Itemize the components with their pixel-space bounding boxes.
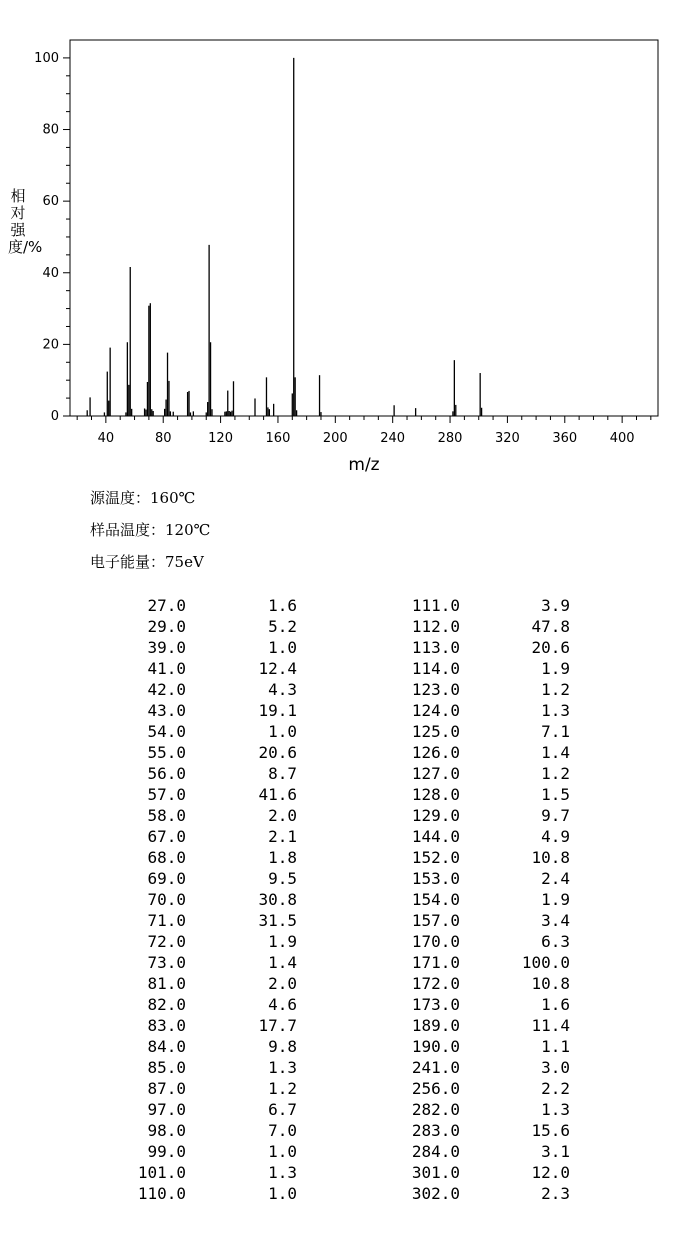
y-tick-label: 80 <box>42 122 59 138</box>
mz-cell: 68.0 <box>147 848 186 867</box>
intensity-cell: 10.8 <box>531 848 570 867</box>
table-row <box>0 847 696 868</box>
mz-cell: 111.0 <box>411 596 460 615</box>
intensity-cell: 1.0 <box>268 1184 297 1203</box>
mz-cell: 302.0 <box>411 1184 460 1203</box>
intensity-cell: 4.9 <box>541 827 570 846</box>
table-row <box>0 910 696 931</box>
mz-cell: 54.0 <box>147 722 186 741</box>
intensity-cell: 2.3 <box>541 1184 570 1203</box>
mz-cell: 128.0 <box>411 785 460 804</box>
mz-cell: 190.0 <box>411 1037 460 1056</box>
mz-cell: 69.0 <box>147 869 186 888</box>
mass-spectrum-chart <box>0 0 696 480</box>
x-tick-label: 160 <box>265 431 291 446</box>
sample-temperature: 样品温度：120℃ <box>90 521 211 539</box>
table-row <box>0 1120 696 1141</box>
mz-cell: 67.0 <box>147 827 186 846</box>
x-axis-label: m/z <box>348 455 380 475</box>
mz-cell: 124.0 <box>411 701 460 720</box>
intensity-cell: 1.0 <box>268 638 297 657</box>
table-row <box>0 1162 696 1183</box>
table-row <box>0 805 696 826</box>
mz-cell: 27.0 <box>147 596 186 615</box>
mz-cell: 87.0 <box>147 1079 186 1098</box>
intensity-cell: 1.9 <box>541 659 570 678</box>
intensity-cell: 12.0 <box>531 1163 570 1182</box>
mz-cell: 114.0 <box>411 659 460 678</box>
intensity-cell: 1.2 <box>268 1079 297 1098</box>
intensity-cell: 30.8 <box>258 890 297 909</box>
mz-cell: 172.0 <box>411 974 460 993</box>
plot-frame <box>70 40 658 416</box>
mz-cell: 126.0 <box>411 743 460 762</box>
table-row <box>0 679 696 700</box>
intensity-cell: 9.8 <box>268 1037 297 1056</box>
intensity-cell: 5.2 <box>268 617 297 636</box>
mz-cell: 283.0 <box>411 1121 460 1140</box>
table-row <box>0 1099 696 1120</box>
mz-cell: 71.0 <box>147 911 186 930</box>
intensity-cell: 10.8 <box>531 974 570 993</box>
table-row <box>0 658 696 679</box>
intensity-cell: 9.5 <box>268 869 297 888</box>
intensity-cell: 1.2 <box>541 764 570 783</box>
intensity-cell: 1.4 <box>268 953 297 972</box>
table-row <box>0 742 696 763</box>
table-row <box>0 1141 696 1162</box>
mz-cell: 98.0 <box>147 1121 186 1140</box>
x-axis-ticks <box>77 416 651 446</box>
mz-cell: 154.0 <box>411 890 460 909</box>
mz-cell: 56.0 <box>147 764 186 783</box>
mz-cell: 171.0 <box>411 953 460 972</box>
intensity-cell: 7.0 <box>268 1121 297 1140</box>
mz-cell: 241.0 <box>411 1058 460 1077</box>
mz-cell: 57.0 <box>147 785 186 804</box>
intensity-cell: 1.9 <box>268 932 297 951</box>
electron-energy: 电子能量：75eV <box>90 553 204 571</box>
mz-cell: 39.0 <box>147 638 186 657</box>
table-row <box>0 826 696 847</box>
mz-cell: 41.0 <box>147 659 186 678</box>
mz-cell: 81.0 <box>147 974 186 993</box>
y-tick-label: 60 <box>42 194 59 210</box>
intensity-cell: 1.4 <box>541 743 570 762</box>
intensity-cell: 1.1 <box>541 1037 570 1056</box>
intensity-cell: 2.1 <box>268 827 297 846</box>
table-row <box>0 1036 696 1057</box>
intensity-cell: 1.8 <box>268 848 297 867</box>
mz-cell: 144.0 <box>411 827 460 846</box>
intensity-cell: 1.0 <box>268 722 297 741</box>
table-row <box>0 763 696 784</box>
mz-cell: 189.0 <box>411 1016 460 1035</box>
mz-cell: 85.0 <box>147 1058 186 1077</box>
intensity-cell: 17.7 <box>258 1016 297 1035</box>
mz-cell: 152.0 <box>411 848 460 867</box>
intensity-cell: 6.7 <box>268 1100 297 1119</box>
intensity-cell: 1.0 <box>268 1142 297 1161</box>
intensity-cell: 1.5 <box>541 785 570 804</box>
x-tick-label: 120 <box>208 431 233 446</box>
table-row <box>0 1078 696 1099</box>
x-tick-label: 360 <box>552 431 578 446</box>
y-tick-label: 0 <box>50 409 59 424</box>
table-row <box>0 889 696 910</box>
intensity-cell: 2.0 <box>268 806 297 825</box>
intensity-cell: 20.6 <box>258 743 297 762</box>
table-row <box>0 952 696 973</box>
mz-cell: 73.0 <box>147 953 186 972</box>
x-tick-label: 200 <box>322 431 348 446</box>
mz-cell: 55.0 <box>147 743 186 762</box>
table-row <box>0 721 696 742</box>
intensity-cell: 4.3 <box>268 680 297 699</box>
mz-cell: 123.0 <box>411 680 460 699</box>
intensity-cell: 4.6 <box>268 995 297 1014</box>
mz-cell: 153.0 <box>411 869 460 888</box>
mz-cell: 170.0 <box>411 932 460 951</box>
x-tick-label: 40 <box>97 431 115 446</box>
table-row <box>0 700 696 721</box>
table-row <box>0 973 696 994</box>
source-temperature: 源温度：160℃ <box>90 489 196 507</box>
intensity-cell: 1.3 <box>268 1058 297 1077</box>
mz-cell: 72.0 <box>147 932 186 951</box>
intensity-cell: 3.9 <box>541 596 570 615</box>
intensity-cell: 11.4 <box>531 1016 570 1035</box>
table-row <box>0 1015 696 1036</box>
mz-cell: 127.0 <box>411 764 460 783</box>
intensity-cell: 1.2 <box>541 680 570 699</box>
mz-cell: 83.0 <box>147 1016 186 1035</box>
intensity-cell: 8.7 <box>268 764 297 783</box>
intensity-cell: 3.1 <box>541 1142 570 1161</box>
intensity-cell: 31.5 <box>258 911 297 930</box>
mz-cell: 70.0 <box>147 890 186 909</box>
table-row <box>0 1183 696 1204</box>
table-row <box>0 994 696 1015</box>
intensity-cell: 1.9 <box>541 890 570 909</box>
x-tick-label: 80 <box>154 431 172 446</box>
table-row <box>0 595 696 616</box>
mz-cell: 256.0 <box>411 1079 460 1098</box>
intensity-cell: 15.6 <box>531 1121 570 1140</box>
y-tick-label: 40 <box>42 265 59 281</box>
intensity-cell: 9.7 <box>541 806 570 825</box>
table-row <box>0 784 696 805</box>
intensity-cell: 2.2 <box>541 1079 570 1098</box>
table-row <box>0 868 696 889</box>
mz-cell: 157.0 <box>411 911 460 930</box>
mz-cell: 113.0 <box>411 638 460 657</box>
mz-cell: 282.0 <box>411 1100 460 1119</box>
spectrum-peaks <box>87 58 481 416</box>
intensity-cell: 2.4 <box>541 869 570 888</box>
mz-cell: 125.0 <box>411 722 460 741</box>
table-row <box>0 637 696 658</box>
intensity-cell: 47.8 <box>531 617 570 636</box>
intensity-cell: 20.6 <box>531 638 570 657</box>
x-tick-label: 400 <box>609 431 635 446</box>
mz-cell: 84.0 <box>147 1037 186 1056</box>
mz-cell: 29.0 <box>147 617 186 636</box>
mz-cell: 110.0 <box>137 1184 186 1203</box>
intensity-cell: 7.1 <box>541 722 570 741</box>
mz-cell: 284.0 <box>411 1142 460 1161</box>
intensity-cell: 1.3 <box>541 1100 570 1119</box>
intensity-cell: 1.3 <box>541 701 570 720</box>
y-tick-label: 100 <box>34 50 59 66</box>
y-tick-label: 20 <box>42 337 59 353</box>
intensity-cell: 1.6 <box>541 995 570 1014</box>
intensity-cell: 6.3 <box>541 932 570 951</box>
table-row <box>0 616 696 637</box>
intensity-cell: 19.1 <box>258 701 297 720</box>
mz-cell: 129.0 <box>411 806 460 825</box>
intensity-cell: 100.0 <box>521 953 570 972</box>
intensity-cell: 1.6 <box>268 596 297 615</box>
mz-cell: 101.0 <box>137 1163 186 1182</box>
mz-cell: 301.0 <box>411 1163 460 1182</box>
intensity-cell: 41.6 <box>258 785 297 804</box>
x-tick-label: 280 <box>437 431 463 446</box>
intensity-cell: 12.4 <box>258 659 297 678</box>
mz-cell: 112.0 <box>411 617 460 636</box>
table-row <box>0 1057 696 1078</box>
mz-cell: 173.0 <box>411 995 460 1014</box>
mz-cell: 43.0 <box>147 701 186 720</box>
mz-cell: 82.0 <box>147 995 186 1014</box>
mz-cell: 99.0 <box>147 1142 186 1161</box>
intensity-cell: 3.0 <box>541 1058 570 1077</box>
intensity-cell: 3.4 <box>541 911 570 930</box>
table-row <box>0 931 696 952</box>
intensity-cell: 2.0 <box>268 974 297 993</box>
mz-cell: 97.0 <box>147 1100 186 1119</box>
x-tick-label: 240 <box>380 431 406 446</box>
intensity-cell: 1.3 <box>268 1163 297 1182</box>
y-axis-label: 相对强度/% <box>8 187 43 256</box>
mz-cell: 58.0 <box>147 806 186 825</box>
x-tick-label: 320 <box>495 431 520 446</box>
mz-cell: 42.0 <box>147 680 186 699</box>
